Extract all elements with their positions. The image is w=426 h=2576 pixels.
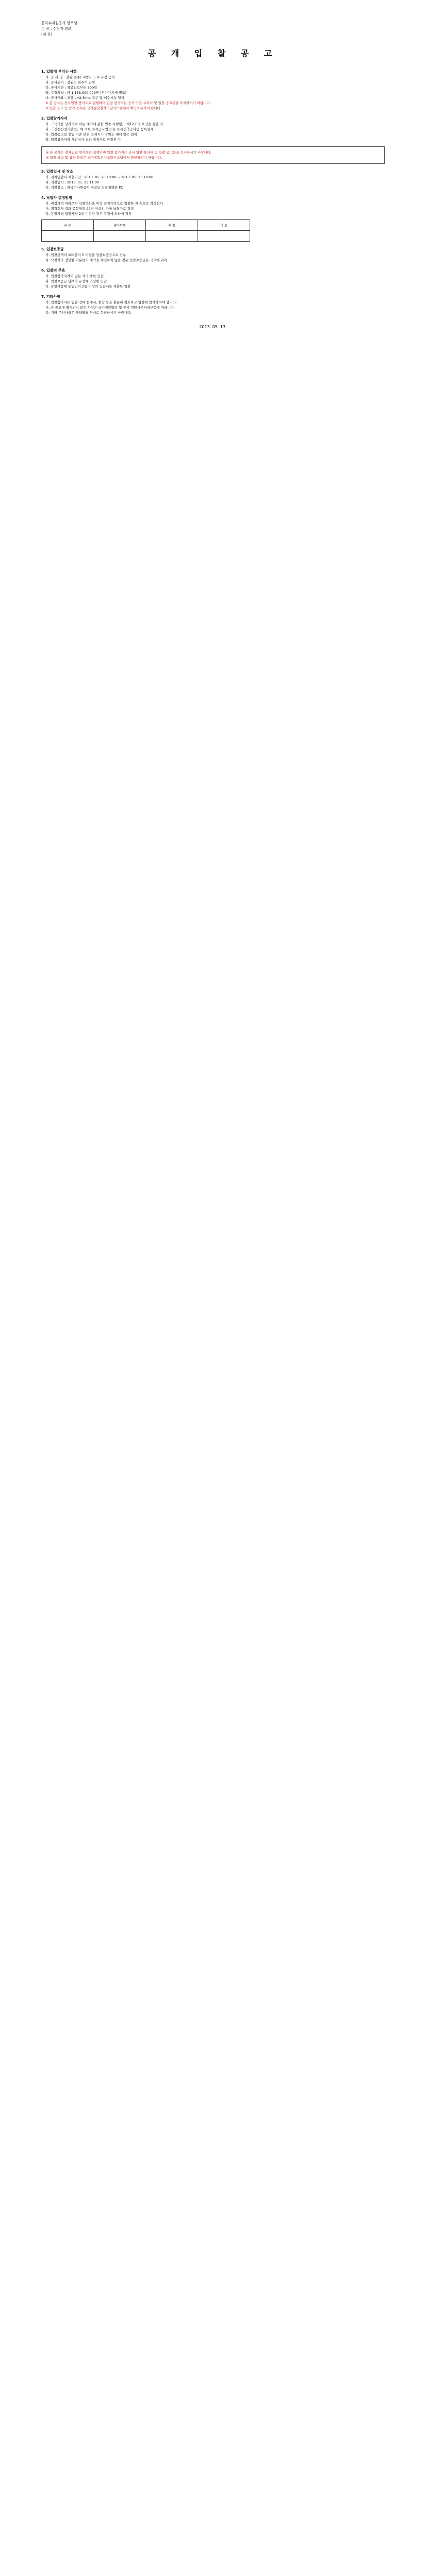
section-item: 라. 추정가격 : 금 1,158,000,000원 (부가가치세 별도) [45, 91, 127, 95]
document-page [41, 21, 385, 329]
section-item: 다. 기타 문의사항은 계약담당 부서로 문의하시기 바랍니다. [45, 311, 132, 315]
section-item: 가. 「국가를 당사자로 하는 계약에 관한 법률 시행령」 제12조의 요건을 갖춘 자 [45, 122, 163, 126]
section-5 [41, 247, 385, 263]
section-6 [41, 268, 385, 289]
section-item: 라. 입찰참가자격 사전심사 결과 적격자로 판정된 자 [45, 138, 121, 142]
section-heading: 1. 입찰에 부치는 사항 [41, 70, 77, 74]
evaluation-table [41, 219, 250, 242]
section-heading: 7. 기타사항 [41, 295, 61, 299]
table-cell [146, 231, 198, 242]
section-item: 나. 본 공고에 명시되지 않은 사항은 국가계약법령 및 공사 계약사무처리규정에 따릅니다. [45, 306, 175, 310]
section-item: 가. 예정가격 이하로서 낙찰하한율 이상 최저가격으로 입찰한 자 순으로 적격심사 [45, 201, 163, 206]
section-heading: 5. 입찰보증금 [41, 247, 64, 251]
section-item: 다. 공사기간 : 착공일로부터 300일 [45, 86, 97, 90]
section-heading: 4. 낙찰자 결정방법 [41, 196, 72, 200]
section-item: 다. 동일사항에 동일인이 2통 이상의 입찰서를 제출한 입찰 [45, 284, 131, 289]
section-7 [41, 294, 385, 315]
section-2 [41, 116, 385, 142]
section-item: 다. 동일가격 입찰자가 2인 이상인 경우 추첨에 의하여 결정 [45, 212, 132, 216]
table-header: 구 분 [42, 220, 94, 231]
table-header: 평가항목 [94, 220, 146, 231]
section-item: 마. 공사개요 : 포장 L=2.3km, 측구 및 배수시설 일식 [45, 96, 124, 100]
table-header: 비 고 [198, 220, 250, 231]
notice-box [41, 146, 385, 164]
section-item: 나. 낙찰자가 정당한 이유없이 계약을 체결하지 않을 경우 입찰보증금은 국고에 귀속 [45, 258, 168, 262]
section-heading: 2. 입찰참가자격 [41, 116, 68, 121]
table-header: 배 점 [146, 220, 198, 231]
notice-box-line: ※ 본 공사는 전자입찰 방식으로 집행하며 입찰 참가자는 공사 입찰 유의서 및 입찰 공고문을 숙지하시기 바랍니다. [46, 150, 212, 155]
section-3 [41, 169, 385, 190]
section-item: 나. 적격심사 결과 종합평점 92점 이상인 자를 낙찰자로 결정 [45, 207, 134, 211]
section-item: 다. 개찰장소 : 한국수자원공사 영포닝 입찰집행관 PC [45, 185, 123, 190]
section-item: 가. 입찰참가자격이 없는 자가 행한 입찰 [45, 274, 104, 278]
notice-line: ※ 입찰 공고 및 참가 등록은 국가종합전자조달시스템에서 확인하시기 바랍니다. [45, 106, 161, 110]
notice-line: ※ 본 공사는 전자입찰 방식으로 집행하며 입찰 참가자는 공사 입찰 유의서 및 입찰 공고문을 숙지하시기 바랍니다. [45, 101, 211, 105]
section-item: 다. 입찰공고일 전일 기준 본점 소재지가 강원도 내에 있는 업체 [45, 132, 137, 137]
table-cell [94, 231, 146, 242]
header-line-1: 한국수자원공사 영포닝 [41, 21, 77, 25]
header-block [41, 21, 385, 38]
section-heading: 6. 입찰의 무효 [41, 268, 65, 273]
section-item: 나. 입찰보증금 납부가 규정에 미달한 입찰 [45, 279, 107, 283]
header-line-2: 수 신 : 수신자 참조 [41, 27, 72, 31]
notice-box-line: ※ 입찰 공고 및 참가 등록은 국가종합전자조달시스템에서 확인하시기 바랍니다. [46, 156, 162, 160]
section-1 [41, 69, 385, 111]
section-item: 가. 입찰금액의 100분의 5 이상을 입찰보증금으로 납부 [45, 253, 126, 257]
header-line-3: (경 유) [41, 32, 53, 37]
section-item: 나. 「건설산업기본법」에 의한 토목공사업 또는 토목건축공사업 등록업체 [45, 127, 154, 131]
section-item: 나. 개찰일시 : 2013. 05. 23 11:00 [45, 180, 99, 184]
section-4 [41, 195, 385, 216]
table-cell [42, 231, 94, 242]
section-item: 가. 공 사 명 : 강원(원주) 지방도 도로 포장 공사 [45, 75, 115, 79]
section-heading: 3. 입찰일시 및 장소 [41, 170, 74, 174]
section-item: 가. 입찰참가자는 입찰 전에 설계서, 현장 등을 충분히 검토하고 입찰에 참가하여야 합니다. [45, 300, 177, 304]
footer-date: 2013. 05. 13. [199, 325, 227, 329]
section-item: 나. 공사위치 : 강원도 원주시 일원 [45, 80, 95, 84]
page-title: 공 개 입 찰 공 고 [148, 48, 278, 58]
table-cell [198, 231, 250, 242]
section-item: 가. 전자입찰서 제출기간 : 2013. 05. 20 10:00 ~ 2013. 05. 23 10:00 [45, 175, 154, 179]
